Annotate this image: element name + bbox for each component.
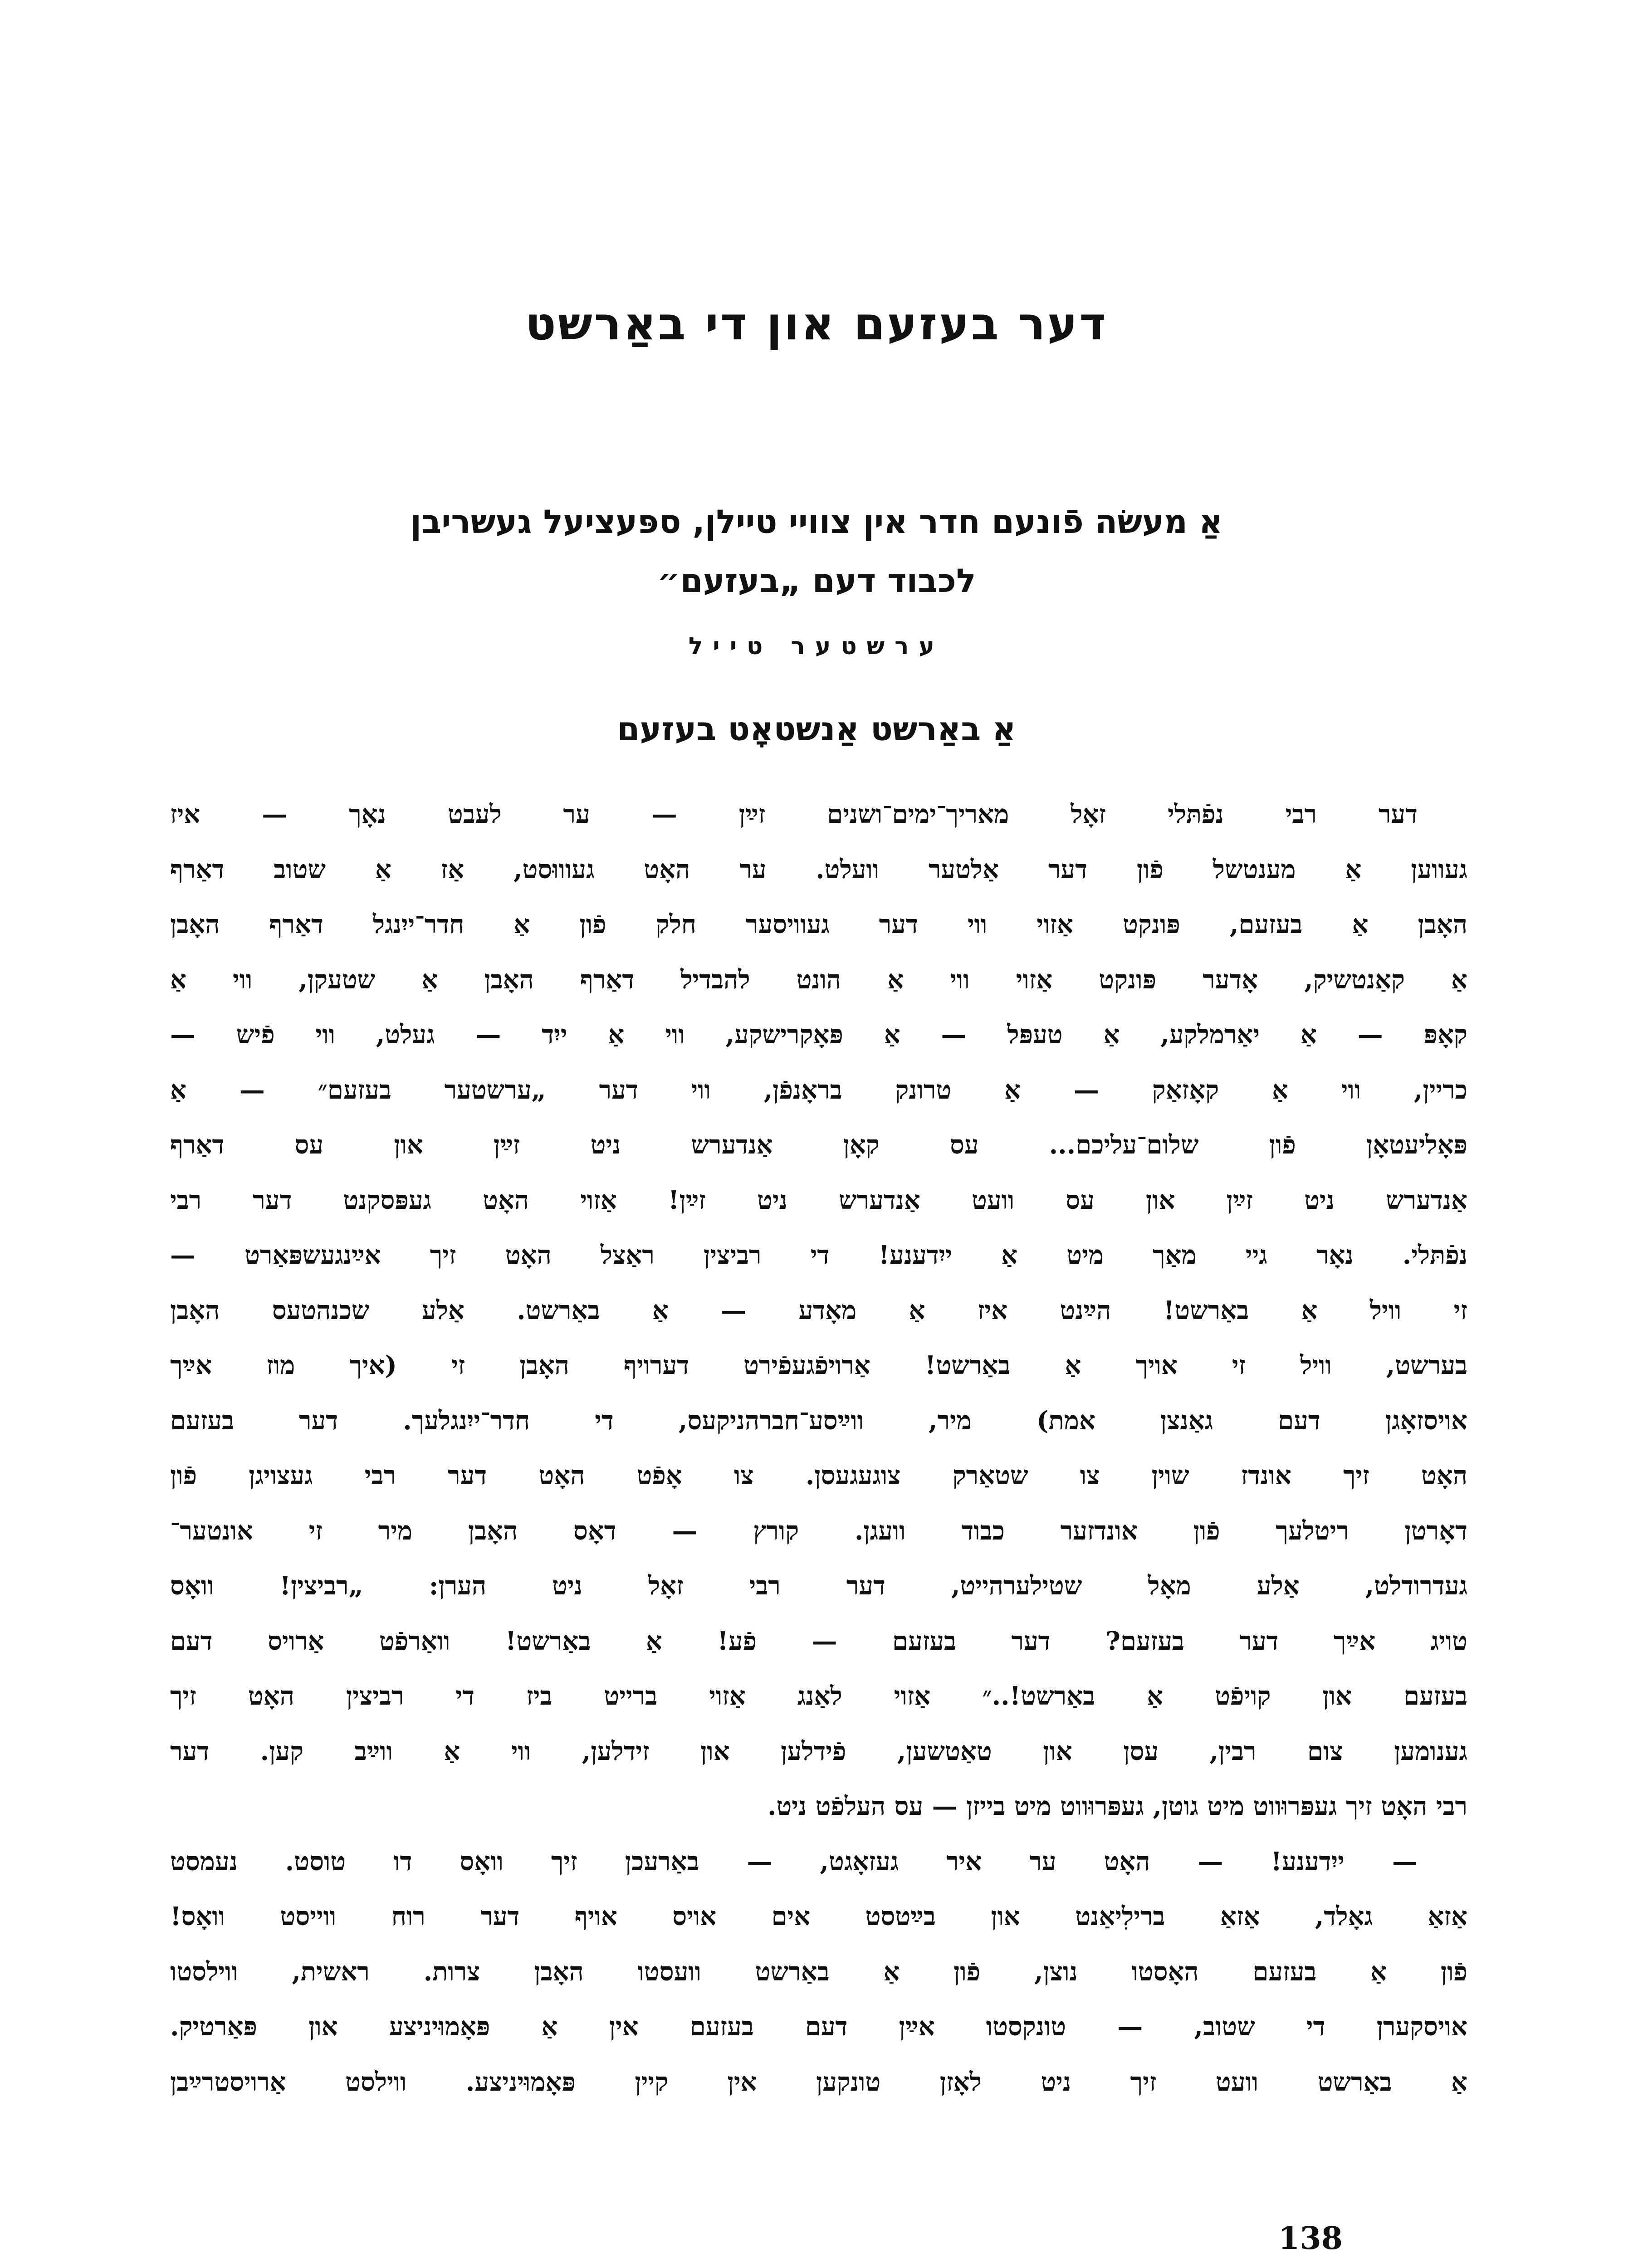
text-line: האָבן אַ בעזעם, פּונקט אַזוי ווי דער געוויסער חלק פֿון אַ חדר־ייִנגל דאַרף האָבן <box>170 909 1467 939</box>
story-title: דער בעזעם און די באַרשט <box>525 297 1108 350</box>
text-line: בערשט, וויל זי אויך אַ באַרשט! אַרויפֿגעפֿירט דערויף האָבן זי (איך מוז אײַך <box>170 1350 1467 1380</box>
text-line: כריין, ווי אַ קאָזאַק — אַ טרונק בראָנפֿן, ווי דער „ערשטער בעזעם״ — אַ <box>170 1075 1467 1105</box>
body-text <box>170 787 1467 2110</box>
text-line: גענומען צום רבין, עסן און טאַטשען, פֿידלען און זידלען, ווי אַ ווײַב קען. דער <box>170 1736 1467 1766</box>
part-heading: ערשטער טייל <box>688 633 945 660</box>
text-line: קאָפּ — אַ יאַרמלקע, אַ טעפּל — אַ פּאָקרישקע, ווי אַ ייִד — געלט, ווי פֿיש — <box>170 1020 1467 1050</box>
text-line: געדרודלט, אַלע מאָל שטילערהייט, דער רבי זאָל ניט הערן: „רביצין! וואָס <box>170 1571 1467 1601</box>
subtitle-line: לכבוד דעם „בעזעם״ <box>657 562 976 600</box>
text-line: פֿון אַ בעזעם האָסטו נוצן, פֿון אַ באַרשט וועסטו האָבן צרות. ראשית, ווילסטו <box>170 1956 1467 1987</box>
section-heading: אַ באַרשט אַנשטאָט בעזעם <box>617 710 1016 748</box>
text-line: אַ באַרשט וועט זיך ניט לאָזן טונקען אין קיין פּאָמוּיניצע. ווילסט אַרויסטרײַבן <box>170 2067 1467 2097</box>
text-line: נפֿתּלי. נאָר גיי מאַך מיט אַ ייִדענע! די רביצין ראַצל האָט זיך אײַנגעשפּאַרט — <box>170 1240 1467 1270</box>
text-line: זי וויל אַ באַרשט! הײַנט איז אַ מאָדע — אַ באַרשט. אַלע שכנהטעס האָבן <box>170 1295 1467 1325</box>
text-line: אויסזאָגן דעם גאַנצן אמת) מיר, ווײַסע־חברהניקעס, די חדר־ייִנגלעך. דער בעזעם <box>170 1405 1467 1436</box>
text-line: דאָרטן ריטלעך פֿון אונדזער כבוד וועגן. קורץ — דאָס האָבן מיר זי אונטער־ <box>170 1515 1467 1546</box>
text-line: אַנדערש ניט זײַן און עס וועט אַנדערש ניט זײַן! אַזוי האָט געפּסקנט דער רבי <box>170 1185 1467 1215</box>
story-subtitle <box>272 492 1361 610</box>
text-line: בעזעם און קויפֿט אַ באַרשט!..״ אַזוי לאַנג אַזוי ברייט ביז די רביצין האָט זיך <box>170 1681 1467 1711</box>
text-line: — ייִדענע! — האָט ער איר געזאָגט, — באַרעכן זיך וואָס דו טוסט. נעמסט <box>170 1846 1418 1877</box>
text-line: דער רבי נפֿתּלי זאָל מאריך־ימים־ושנים זײַן — ער לעבט נאָך — איז <box>170 799 1418 829</box>
text-line: אויסקערן די שטוב, — טונקסטו אײַן דעם בעזעם אין אַ פּאָמוּיניצע און פּאַרטיק. <box>170 2012 1467 2042</box>
text-line: האָט זיך אונדז שוין צו שטאַרק צוגעגעסן. צו אָפֿט האָט דער רבי געצויגן פֿון <box>170 1461 1467 1491</box>
text-line: רבי האָט זיך געפּרוּווט מיט גוטן, געפּרוּווט מיט בייזן — עס העלפֿט ניט. <box>767 1791 1467 1821</box>
text-line: טויג אײַך דער בעזעם? דער בעזעם — פֿע! אַ באַרשט! וואַרפֿט אַרויס דעם <box>170 1626 1467 1656</box>
text-line: פּאָליעטאָן פֿון שלום־עליכם... עס קאָן אַנדערש ניט זײַן און עס דאַרף <box>170 1130 1467 1160</box>
text-line: אַזאַ גאָלד, אַזאַ ברילִיאַנט און בײַטסט אים אויס אויף דער רוח ווייסט וואָס! <box>170 1901 1467 1931</box>
page-number: 138 <box>1278 2220 1343 2257</box>
text-line: אַ קאַנטשיק, אָדער פּונקט אַזוי ווי אַ הונט להבדיל דאַרף האָבן אַ שטעקן, ווי אַ <box>170 964 1467 995</box>
text-line: געווען אַ מענטשל פֿון דער אַלטער וועלט. ער האָט געוווּסט, אַז אַ שטוב דאַרף <box>170 854 1467 885</box>
subtitle-line: אַ מעשׂה פֿונעם חדר אין צוויי טיילן, ספּעציעל געשריבן <box>410 503 1223 541</box>
